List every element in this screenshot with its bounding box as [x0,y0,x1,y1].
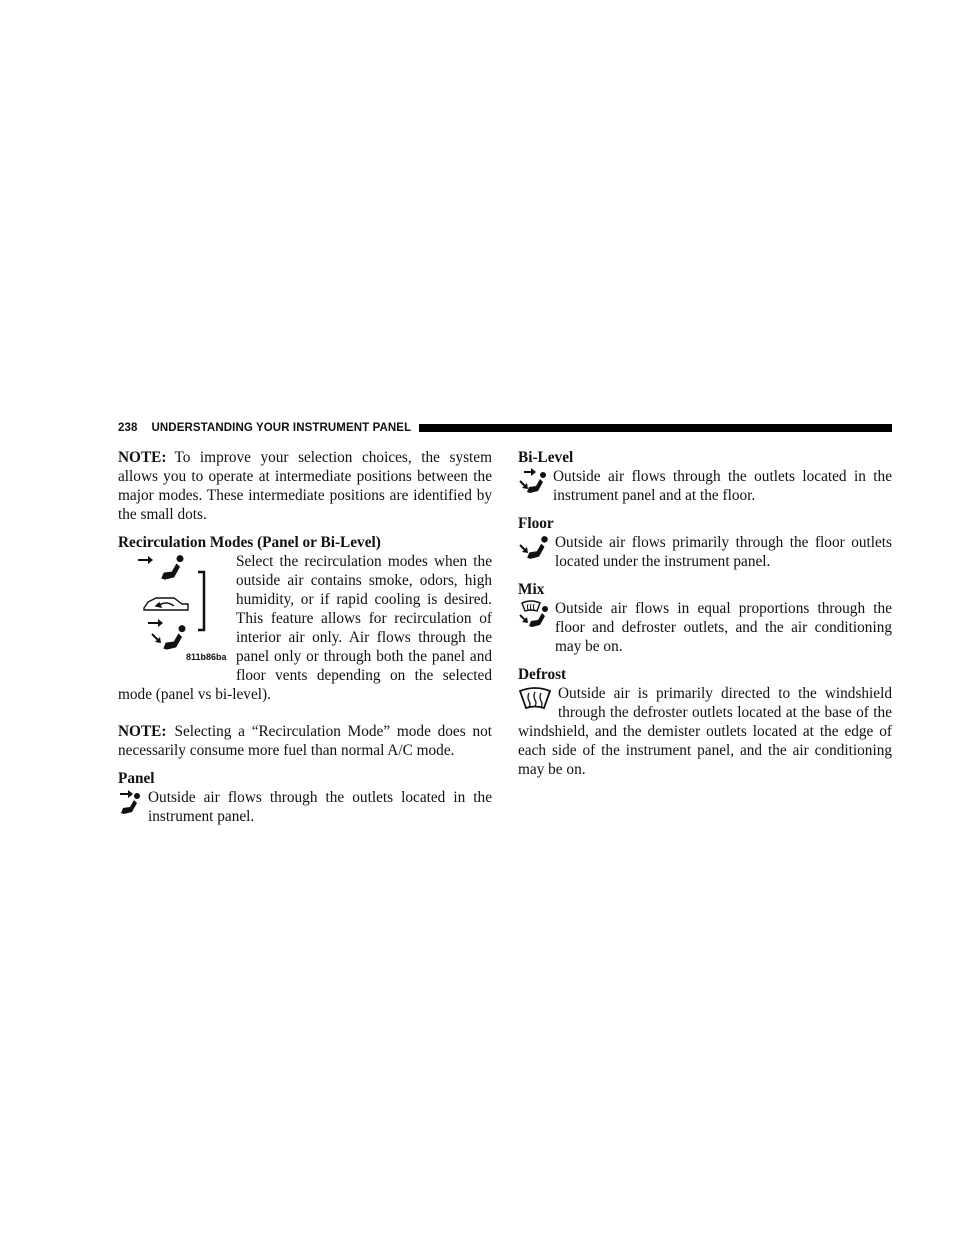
bilevel-mode-icon [518,467,550,497]
page-number: 238 [118,422,138,434]
panel-text: Outside air flows through the outlets located in the instrument panel. [148,789,492,825]
panel-heading: Panel [118,770,155,787]
defrost-icon [518,686,552,712]
bilevel-mode [518,467,892,505]
panel-mode-icon [118,788,144,816]
bracket-icon [198,572,204,630]
mix-mode-icon [518,599,552,631]
figure-code: 811b86ba [186,652,227,662]
right-column [518,448,892,779]
note-fuel: NOTE: Selecting a “Recirculation Mode” mode does not necessarily consume more fuel than normal A/C mode. [118,723,492,759]
seat-airflow-icon [161,555,183,580]
section-title: UNDERSTANDING YOUR INSTRUMENT PANEL [151,422,412,434]
arrow-right-icon [148,619,163,627]
defrost-text: Outside air is primarily directed to the windshield through the defroster outlets located at the base of the windshield, and the demister outlets located at the edge of each side of the instrument panel, and the air conditioning may be on. [518,685,892,778]
page-header [118,420,892,436]
bilevel-heading: Bi-Level [518,449,574,466]
floor-heading: Floor [518,515,554,532]
header-rule [419,424,892,432]
floor-mode [518,533,892,571]
recirculation-section [118,552,492,713]
floor-text: Outside air flows primarily through the floor outlets located under the instrument panel. [555,534,892,570]
mix-text: Outside air flows in equal proportions through the floor and defroster outlets, and the air conditioning may be on. [555,600,892,655]
floor-mode-icon [518,533,552,563]
defrost-heading: Defrost [518,666,567,683]
seat-airflow-icon [163,625,185,650]
recirculation-modes-icon [118,552,236,662]
mix-heading: Mix [518,581,545,598]
note-improve-selection: NOTE: To improve your selection choices, the system allows you to operate at intermediate positions between the major modes. These intermediate positions are identified by the small dots. [118,449,492,523]
recirculation-figure [118,552,236,672]
mix-mode [518,599,892,656]
left-column [118,448,492,826]
bilevel-text: Outside air flows through the outlets located in the instrument panel and at the floor. [553,468,892,504]
panel-mode [118,788,492,826]
defrost-mode [518,684,892,779]
arrow-down-icon [152,634,161,643]
car-recirculation-icon [144,598,188,610]
arrow-right-icon [138,556,153,564]
recirculation-text: Select the recirculation modes when the outside air contains smoke, odors, high humidity, or if rapid cooling is desired. This feature allows for recirculation of interior air only. Air flows through the panel only or through both the panel and floor vents depending on the selected mode (panel vs bi-level). [118,553,492,703]
recirculation-heading: Recirculation Modes (Panel or Bi-Level) [118,534,381,551]
